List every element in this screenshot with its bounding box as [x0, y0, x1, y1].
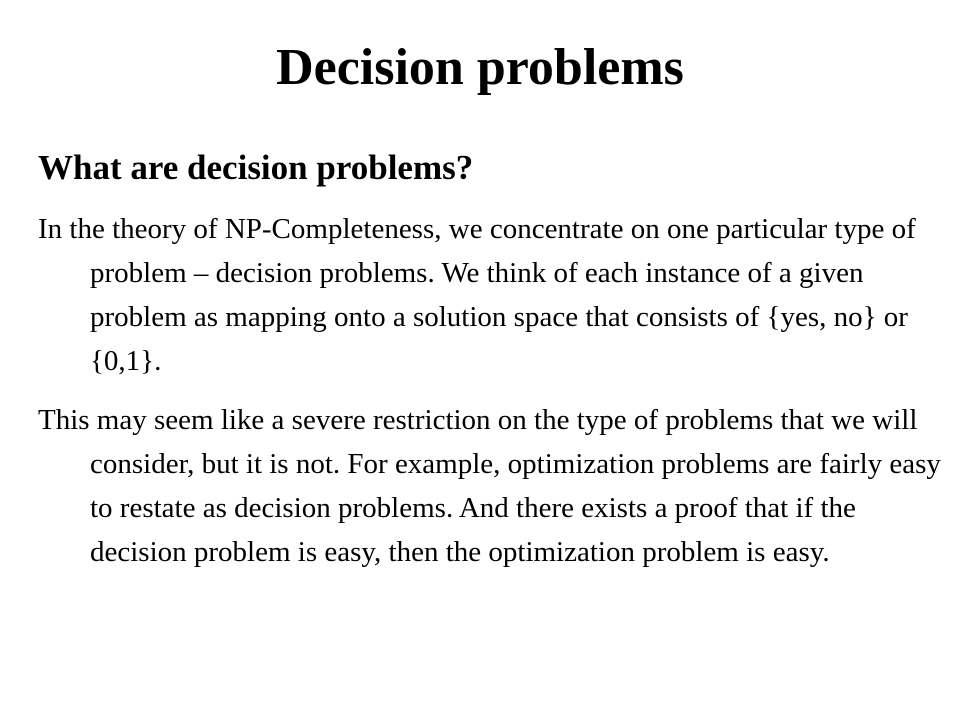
- slide-title: Decision problems: [276, 39, 684, 96]
- paragraph-restriction: This may seem like a severe restriction on the type of problems that we will consider, but it is not. For example, optimization problems are fairly easy to restate as decision problems. And there exists a proof that if the decision problem is easy, then the optimization problem is easy.: [38, 404, 941, 568]
- paragraph-np-completeness: In the theory of NP-Completeness, we concentrate on one particular type of problem – decision problems. We think of each instance of a given problem as mapping onto a solution space that consists of {yes, no} or {0,1}.: [38, 213, 916, 377]
- slide-subtitle: What are decision problems?: [38, 148, 474, 187]
